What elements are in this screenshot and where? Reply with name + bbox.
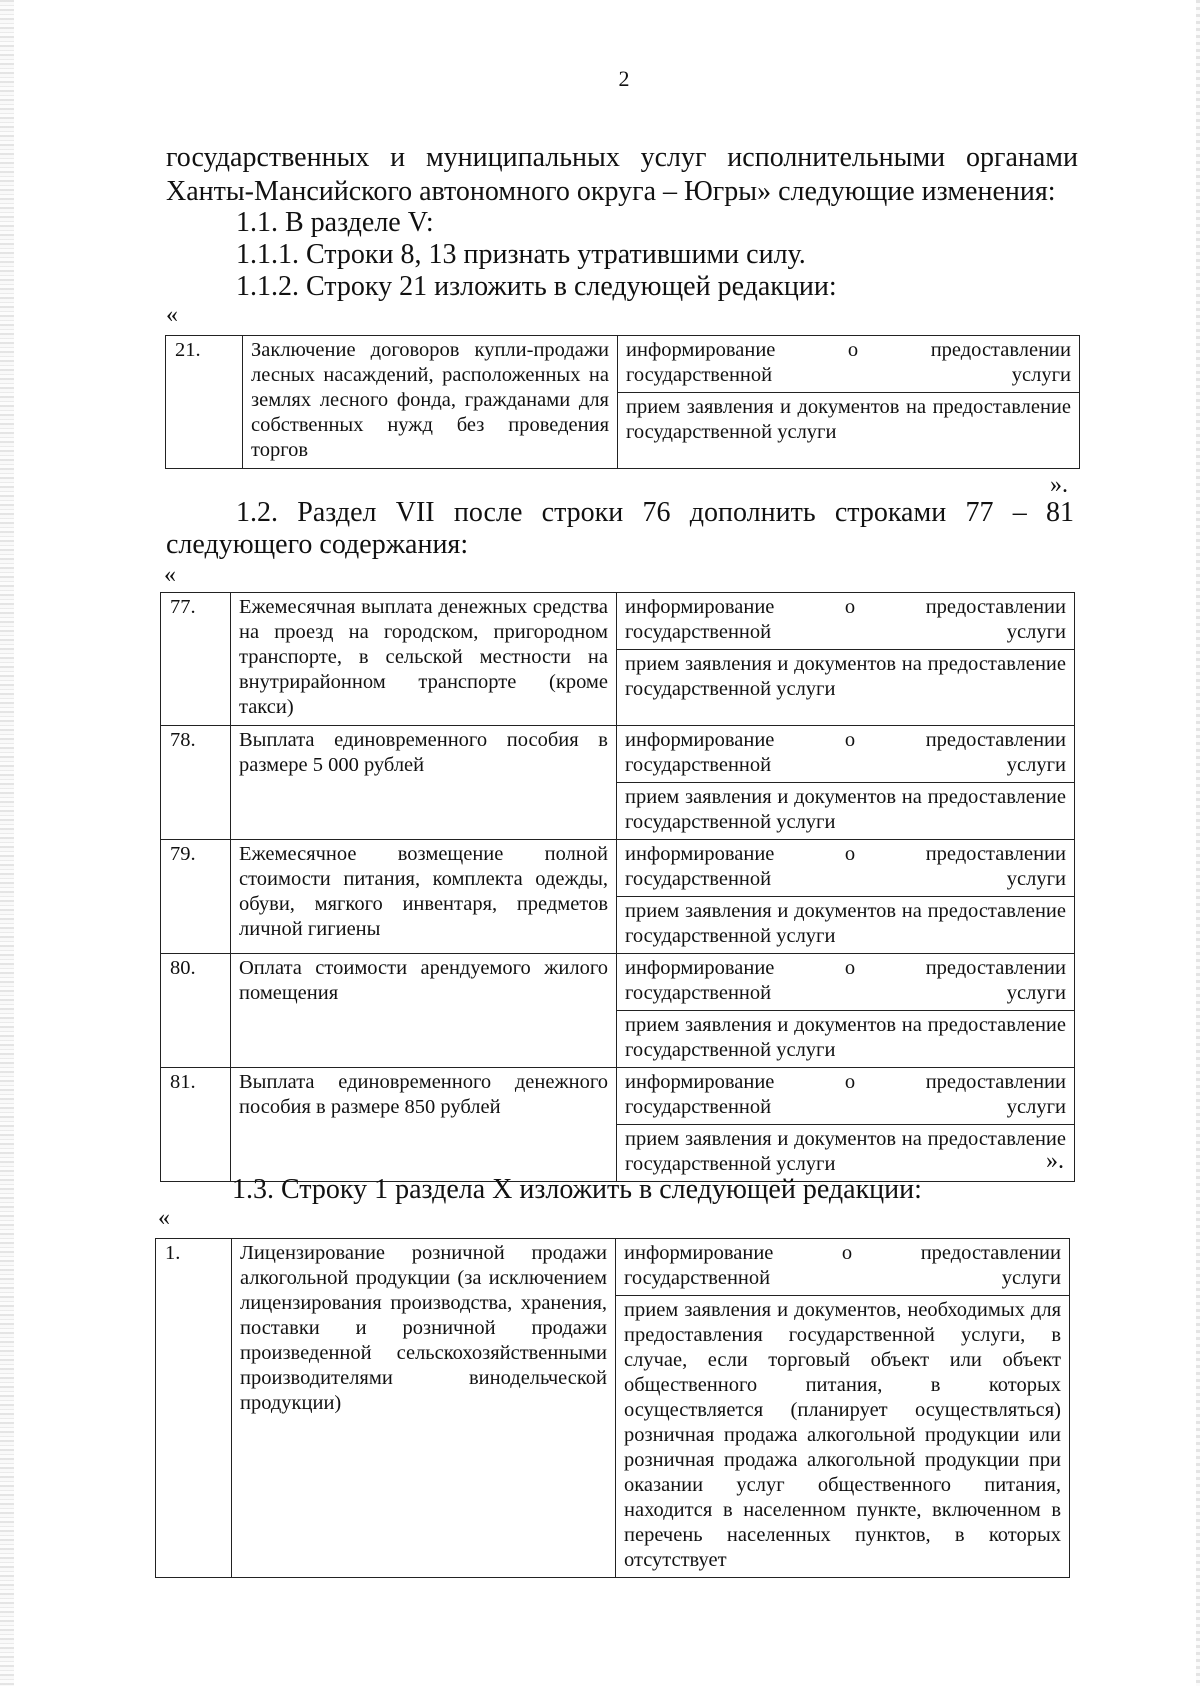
item-1-1-2: 1.1.2. Строку 21 изложить в следующей редакции: bbox=[236, 271, 837, 302]
quote-open-3: « bbox=[158, 1205, 170, 1231]
subservice-informing: информирование о предоставлении государственной услуги bbox=[618, 336, 1080, 393]
subservice-informing: информирование о предоставлении государственной услуги bbox=[617, 840, 1075, 897]
row-number: 78. bbox=[161, 726, 231, 840]
quote-open-2: « bbox=[164, 562, 176, 588]
item-1-2-line-2: следующего содержания: bbox=[166, 529, 469, 560]
item-1-1-1: 1.1.1. Строки 8, 13 признать утратившими силу. bbox=[236, 239, 806, 270]
subservice-informing: информирование о предоставлении государственной услуги bbox=[617, 1068, 1075, 1125]
subservice-application: прием заявления и документов на предоставление государственной услуги bbox=[617, 897, 1075, 954]
page-number: 2 bbox=[618, 66, 630, 91]
table-row bbox=[156, 1239, 1070, 1296]
quote-close-1: ». bbox=[1050, 472, 1068, 498]
row-number: 81. bbox=[161, 1068, 231, 1182]
service-name: Оплата стоимости арендуемого жилого помещения bbox=[231, 954, 617, 1068]
row-number: 79. bbox=[161, 840, 231, 954]
row-number: 21. bbox=[166, 336, 243, 469]
subservice-application: прием заявления и документов на предоставление государственной услуги bbox=[617, 1011, 1075, 1068]
table-section-v-row-21 bbox=[165, 335, 1080, 469]
table-row bbox=[166, 336, 1080, 393]
table-section-x-row-1 bbox=[155, 1238, 1070, 1578]
service-name: Лицензирование розничной продажи алкогольной продукции (за исключением лицензирования производства, хранения, поставки и розничной продажи произведенной сельскохозяйственными производителями винодельческой продукции) bbox=[232, 1239, 616, 1578]
subservice-application: прием заявления и документов на предоставление государственной услуги bbox=[618, 393, 1080, 469]
subservice-application: прием заявления и документов на предоставление государственной услуги bbox=[617, 650, 1075, 726]
intro-line-1: государственных и муниципальных услуг исполнительными органами bbox=[166, 142, 1078, 173]
row-number: 80. bbox=[161, 954, 231, 1068]
table-row bbox=[161, 1068, 1075, 1125]
service-name: Выплата единовременного пособия в размере 5 000 рублей bbox=[231, 726, 617, 840]
row-number: 1. bbox=[156, 1239, 232, 1578]
table-section-vii-rows-77-81 bbox=[160, 592, 1075, 1182]
scan-left-edge bbox=[0, 0, 14, 1686]
table-row bbox=[161, 840, 1075, 897]
item-1-3: 1.3. Строку 1 раздела X изложить в следующей редакции: bbox=[232, 1174, 922, 1205]
subservice-informing: информирование о предоставлении государственной услуги bbox=[616, 1239, 1070, 1296]
subservice-informing: информирование о предоставлении государственной услуги bbox=[617, 954, 1075, 1011]
subservice-informing: информирование о предоставлении государственной услуги bbox=[617, 726, 1075, 783]
scan-right-edge bbox=[1196, 0, 1200, 1686]
service-name: Ежемесячное возмещение полной стоимости питания, комплекта одежды, обуви, мягкого инвентаря, предметов личной гигиены bbox=[231, 840, 617, 954]
service-name: Заключение договоров купли-продажи лесных насаждений, расположенных на землях лесного фонда, гражданами для собственных нужд без проведения торгов bbox=[243, 336, 618, 469]
quote-close-2: ». bbox=[1046, 1148, 1064, 1174]
quote-open-1: « bbox=[166, 302, 178, 328]
service-name: Выплата единовременного денежного пособия в размере 850 рублей bbox=[231, 1068, 617, 1182]
table-row bbox=[161, 954, 1075, 1011]
subservice-application: прием заявления и документов, необходимых для предоставления государственной услуги, в случае, если торговый объект или объект общественного питания, в которых осуществляется (планирует осуществляться) розничная продажа алкогольной продукции или розничная продажа алкогольной продукции при оказании услуг общественного питания, находится в населенном пункте, включенном в перечень населенных пунктов, в которых отсутствует bbox=[616, 1296, 1070, 1578]
table-row bbox=[161, 726, 1075, 783]
intro-line-2: Ханты-Мансийского автономного округа – Югры» следующие изменения: bbox=[166, 176, 1056, 207]
item-1-2-line-1: 1.2. Раздел VII после строки 76 дополнить строками 77 – 81 bbox=[236, 497, 1074, 528]
service-name: Ежемесячная выплата денежных средства на проезд на городском, пригородном транспорте, в сельской местности на внутрирайонном транспорте (кроме такси) bbox=[231, 593, 617, 726]
table-row bbox=[161, 593, 1075, 650]
subservice-application: прием заявления и документов на предоставление государственной услуги bbox=[617, 1125, 1075, 1182]
row-number: 77. bbox=[161, 593, 231, 726]
item-1-1: 1.1. В разделе V: bbox=[236, 207, 434, 238]
subservice-informing: информирование о предоставлении государственной услуги bbox=[617, 593, 1075, 650]
subservice-application: прием заявления и документов на предоставление государственной услуги bbox=[617, 783, 1075, 840]
